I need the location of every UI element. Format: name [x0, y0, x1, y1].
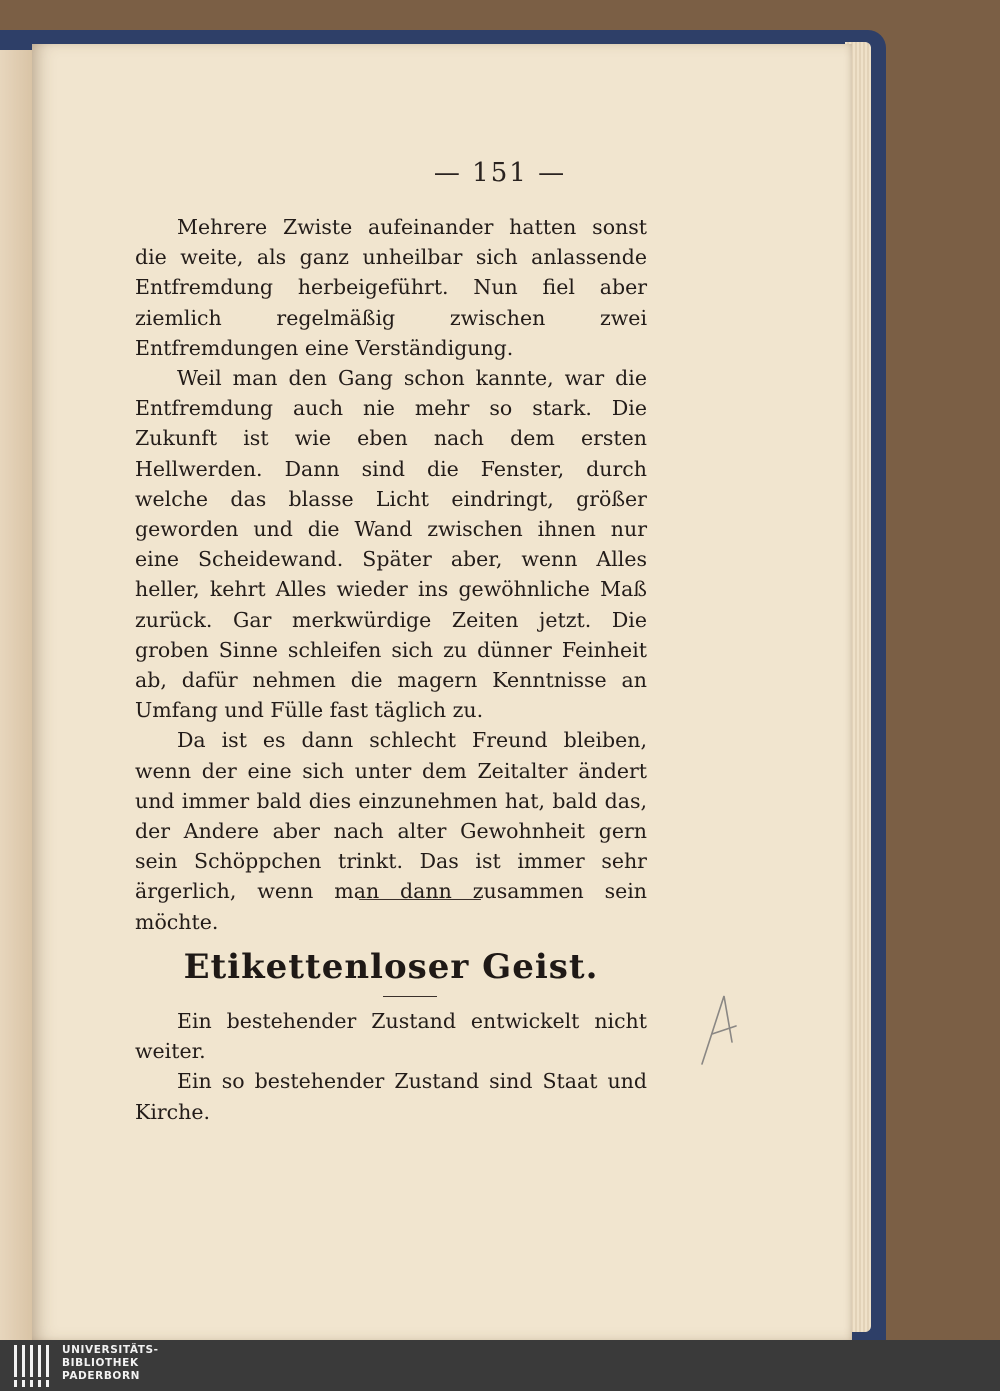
library-logo-text [62, 1344, 159, 1383]
heading-underline [383, 996, 437, 997]
logo-line: BIBLIOTHEK [62, 1357, 139, 1369]
page-number: — 151 — [433, 158, 567, 188]
paragraph: Da ist es dann schlecht Freund bleiben, wenn der eine sich unter dem Zeitalter ändert und immer bald dies einzunehmen hat, bald das, der Andere aber nach alter Gewohnheit gern sein Schöppchen trinkt. Das ist immer sehr ärgerlich, wenn man dann zusammen sein möchte. [135, 728, 647, 934]
paragraph: Ein so bestehender Zustand sind Staat und Kirche. [135, 1069, 647, 1124]
section-text [135, 1006, 647, 1127]
body-text [135, 212, 647, 937]
paragraph: Ein bestehender Zustand entwickelt nicht weiter. [135, 1009, 647, 1064]
section-divider [359, 899, 481, 900]
pencil-annotation-mark [698, 990, 748, 1070]
section-heading: Etikettenloser Geist. [183, 947, 599, 987]
library-logo-icon [14, 1343, 56, 1389]
paragraph: Weil man den Gang schon kannte, war die Entfremdung auch nie mehr so stark. Die Zukunft ist wie eben nach dem ersten Hellwerden. Dann sind die Fenster, durch welche das blasse Licht eindringt, größer geworden und die Wand zwischen ihnen nur eine Scheidewand. Später aber, wenn Alles heller, kehrt Alles wieder ins gewöhnliche Maß zurück. Gar merkwürdige Zeiten jetzt. Die groben Sinne schleifen sich zu dünner Feinheit ab, dafür nehmen die magern Kenntnisse an Umfang und Fülle fast täglich zu. [135, 366, 647, 723]
logo-line: UNIVERSITÄTS- [62, 1344, 159, 1356]
facing-page-edge [0, 50, 32, 1340]
logo-line: PADERBORN [62, 1370, 141, 1382]
paragraph: Mehrere Zwiste aufeinander hatten sonst die weite, als ganz unheilbar sich anlassende Entfremdung herbeigeführt. Nun fiel aber ziemlich regelmäßig zwischen zwei Entfremdungen eine Verständigung. [135, 215, 647, 360]
